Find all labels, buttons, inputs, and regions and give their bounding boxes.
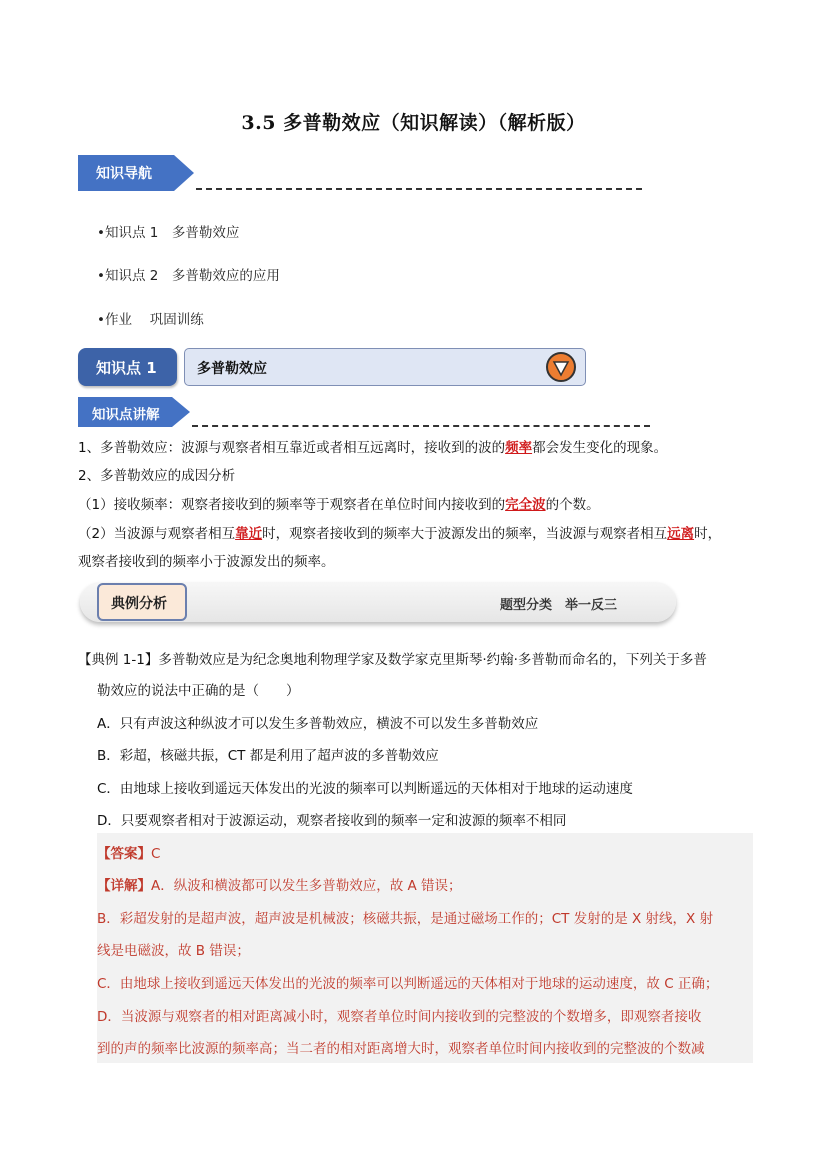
detail-line-d1: D．当波源与观察者的相对距离减小时，观察者单位时间内接收到的完整波的个数增多，即观察者接收 (97, 1009, 702, 1025)
collapse-down-icon[interactable] (546, 352, 576, 382)
text-span: 时，观察者接收到的频率大于波源发出的频率，当波源与观察者相互 (262, 526, 668, 542)
answer-label: 【答案】 (97, 846, 151, 862)
detail-line-c: C．由地球上接收到遥远天体发出的光波的频率可以判断遥远的天体相对于地球的运动速度，故 C 正确； (97, 976, 719, 992)
example-tag (97, 583, 187, 621)
question-stem-1: 【典例 1-1】多普勒效应是为纪念奥地利物理学家及数学家克里斯琴·约翰·多普勒而命名的，下列关于多普 (78, 652, 707, 668)
detail-a-text: A．纵波和横波都可以发生多普勒效应，故 A 错误； (151, 878, 462, 894)
highlight-recede: 远离 (667, 526, 695, 542)
answer-value: C (151, 846, 161, 862)
highlight-complete-wave: 完全波 (505, 497, 546, 513)
detail-line-d2: 到的声的频率比波源的频率高；当二者的相对距离增大时，观察者单位时间内接收到的完整波的个数减 (97, 1041, 705, 1057)
highlight-frequency: 频率 (505, 440, 533, 456)
content-line-1 (78, 436, 667, 456)
explain-label: 知识点讲解 (92, 407, 160, 423)
text-span: （2）当波源与观察者相互 (78, 526, 236, 542)
detail-line-b2: 线是电磁波，故 B 错误； (97, 943, 250, 959)
option-b[interactable]: B．彩超，核磁共振，CT 都是利用了超声波的多普勒效应 (97, 748, 439, 764)
toc-item-2[interactable]: •知识点 2 多普勒效应的应用 (97, 268, 280, 284)
content-line-5: 观察者接收到的频率小于波源发出的频率。 (78, 554, 335, 570)
option-d[interactable]: D．只要观察者相对于波源运动，观察者接收到的频率一定和波源的频率不相同 (97, 813, 567, 829)
toc-item-3[interactable]: •作业 巩固训练 (97, 312, 204, 328)
highlight-approach: 靠近 (235, 526, 263, 542)
kp-title: 多普勒效应 (197, 361, 267, 377)
detail-label: 【详解】 (97, 878, 151, 894)
text-span: 的个数。 (545, 497, 600, 513)
question-stem-2: 勒效应的说法中正确的是（ ） (97, 683, 300, 699)
explain-divider (192, 425, 650, 427)
text-span: 1、多普勒效应：波源与观察者相互靠近或者相互远离时，接收到的波的 (78, 440, 506, 456)
kp-label: 知识点 1 (96, 359, 157, 377)
toc-item-1[interactable]: •知识点 1 多普勒效应 (97, 225, 240, 241)
text-span: （1）接收频率：观察者接收到的频率等于观察者在单位时间内接收到的 (78, 497, 506, 513)
explain-banner (78, 397, 190, 427)
answer-line (97, 842, 160, 862)
detail-line-a (97, 874, 462, 894)
detail-line-b1: B．彩超发射的是超声波，超声波是机械波；核磁共振，是通过磁场工作的；CT 发射的是 X 射线，X 射 (97, 911, 714, 927)
nav-banner (78, 155, 194, 191)
nav-divider (196, 188, 642, 190)
example-subtitle: 题型分类 举一反三 (500, 598, 618, 613)
option-a[interactable]: A．只有声波这种纵波才可以发生多普勒效应，横波不可以发生多普勒效应 (97, 716, 539, 732)
text-span: 都会发生变化的现象。 (532, 440, 668, 456)
content-line-2: 2、多普勒效应的成因分析 (78, 468, 236, 484)
nav-label: 知识导航 (96, 166, 152, 182)
kp-label-box (78, 348, 177, 386)
page-title: 3.5 多普勒效应（知识解读）（解析版） (241, 112, 586, 134)
content-line-3 (78, 493, 600, 513)
option-c[interactable]: C．由地球上接收到遥远天体发出的光波的频率可以判断遥远的天体相对于地球的运动速度 (97, 781, 633, 797)
kp-title-bar (184, 348, 586, 386)
text-span: 时， (694, 526, 722, 542)
content-line-4 (78, 522, 721, 542)
example-tag-label: 典例分析 (111, 596, 167, 612)
